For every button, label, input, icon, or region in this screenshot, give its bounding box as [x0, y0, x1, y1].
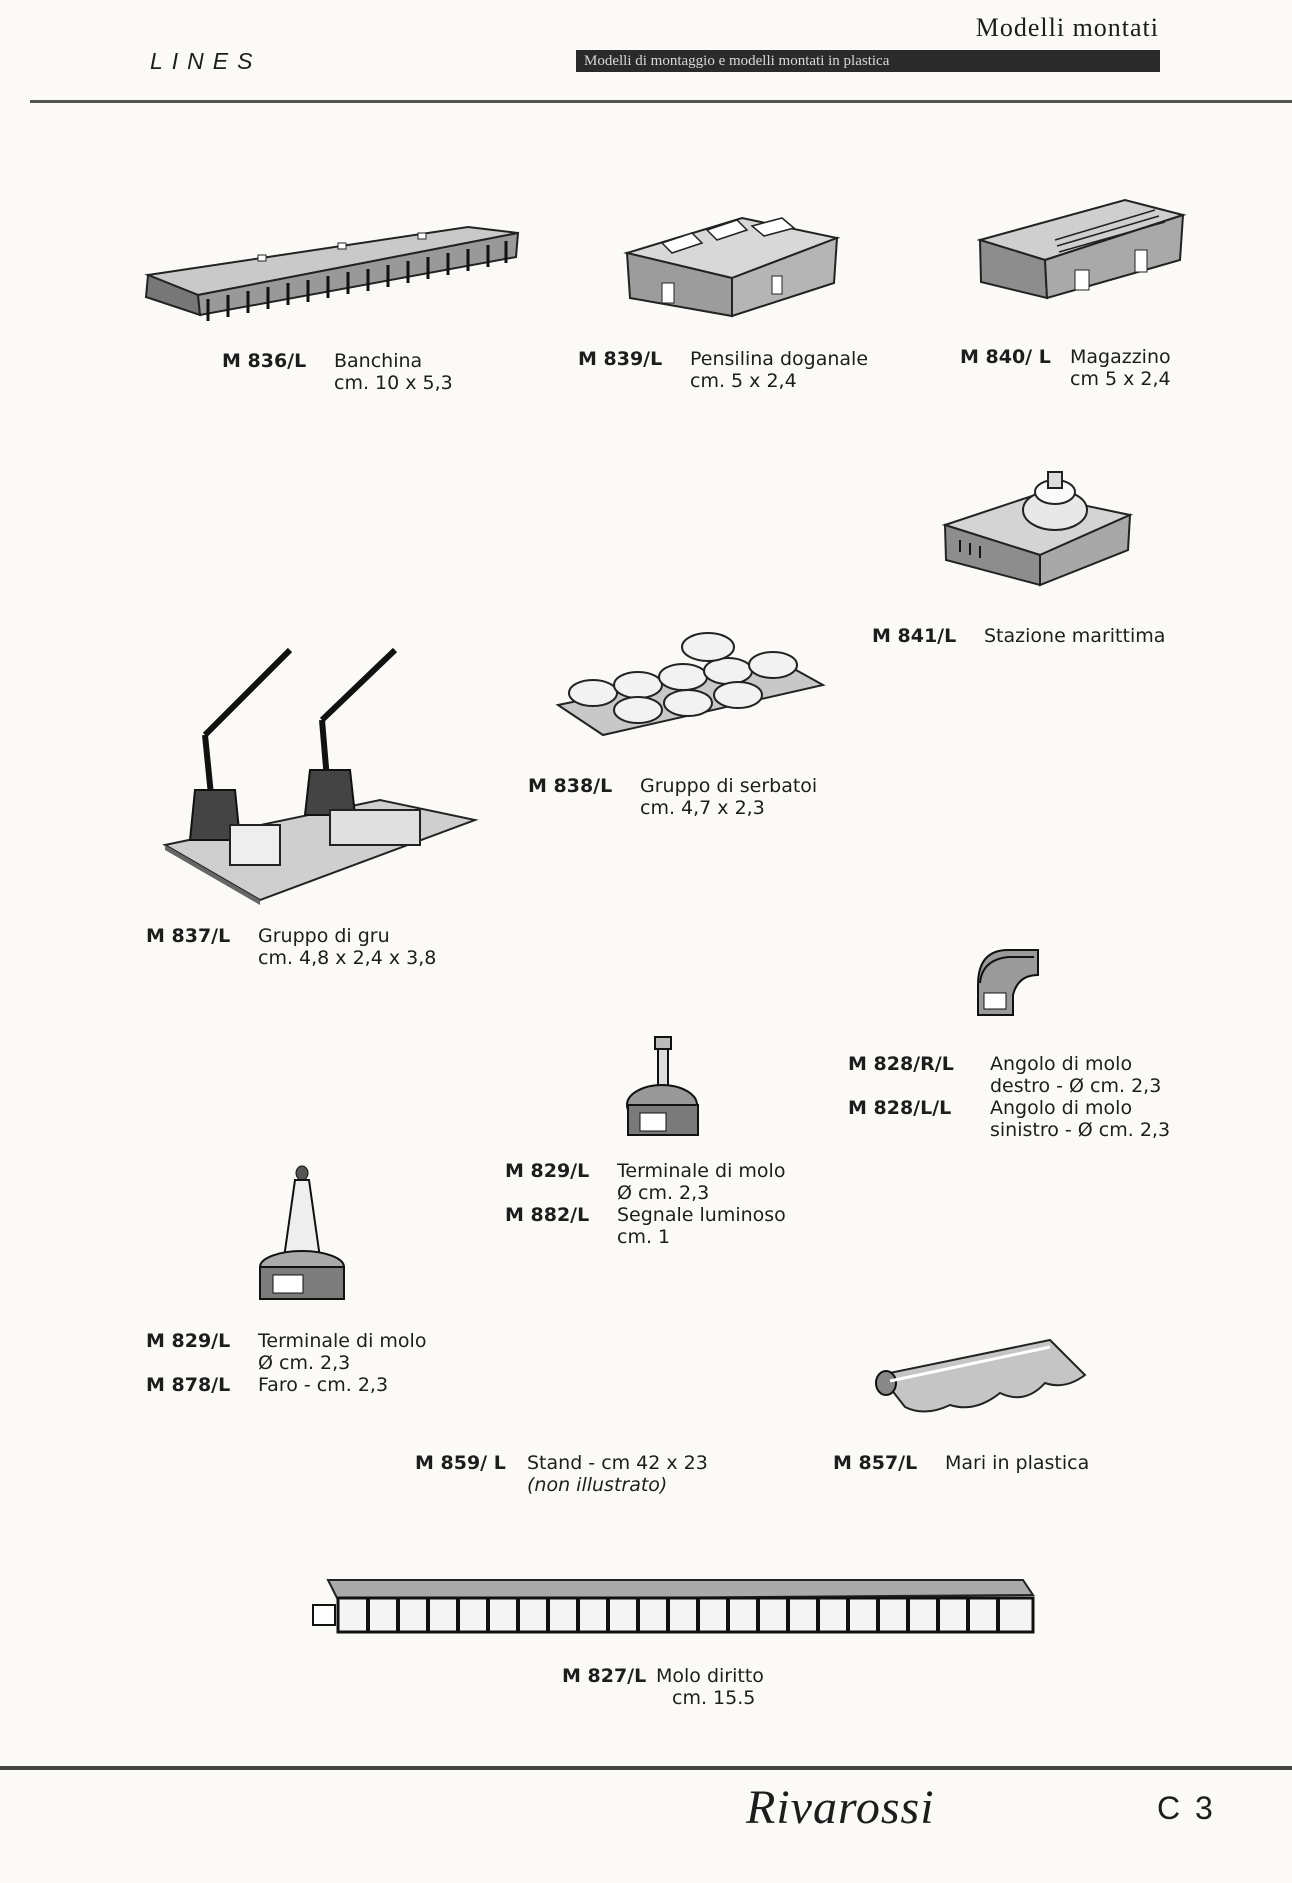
item-name: Stand - cm 42 x 23 — [527, 1452, 708, 1474]
item-name: Angolo di molo — [990, 1053, 1133, 1075]
header-banner: Modelli di montaggio e modelli montati in plastica — [576, 50, 1160, 72]
item-code: M 859/ L — [415, 1452, 506, 1474]
item-code: M 836/L — [222, 350, 307, 372]
angolo-molo-illustration — [968, 945, 1048, 1021]
item-code: M 878/L — [146, 1374, 231, 1396]
item-size: cm. 1 — [617, 1226, 671, 1248]
item-size: cm. 5 x 2,4 — [690, 370, 797, 392]
item-size: cm. 4,7 x 2,3 — [640, 797, 765, 819]
item-note: (non illustrato) — [527, 1474, 668, 1496]
item-name: Gruppo di gru — [258, 925, 390, 947]
item-size: cm. 10 x 5,3 — [334, 372, 453, 394]
item-code: M 838/L — [528, 775, 613, 797]
series-label: LINES — [150, 48, 262, 74]
item-code: M 827/L — [562, 1665, 647, 1687]
molo-diritto-illustration — [308, 1570, 1038, 1638]
item-name: Terminale di molo — [617, 1160, 786, 1182]
magazzino-illustration — [975, 190, 1187, 300]
item-name: Mari in plastica — [945, 1452, 1090, 1474]
item-size: cm 5 x 2,4 — [1070, 368, 1171, 390]
item-name: Pensilina doganale — [690, 348, 869, 370]
item-name: Terminale di molo — [258, 1330, 427, 1352]
mari-plastica-illustration — [870, 1335, 1090, 1415]
faro-illustration — [255, 1165, 355, 1305]
section-title: Modelli montati — [975, 13, 1159, 42]
item-code: M 837/L — [146, 925, 231, 947]
item-name: Segnale luminoso — [617, 1204, 786, 1226]
page-code: C 3 — [1157, 1790, 1216, 1826]
item-size: sinistro - Ø cm. 2,3 — [990, 1119, 1171, 1141]
gru-illustration — [160, 650, 480, 905]
item-size: destro - Ø cm. 2,3 — [990, 1075, 1162, 1097]
item-name: Faro - cm. 2,3 — [258, 1374, 389, 1396]
brand-logo: Rivarossi — [746, 1781, 935, 1834]
item-name: Banchina — [334, 350, 423, 372]
segnale-luminoso-illustration — [620, 1035, 705, 1145]
banchina-illustration — [138, 225, 523, 330]
item-name: Molo diritto — [656, 1665, 764, 1687]
item-name: Angolo di molo — [990, 1097, 1133, 1119]
item-size: cm. 4,8 x 2,4 x 3,8 — [258, 947, 437, 969]
item-code: M 839/L — [578, 348, 663, 370]
item-code: M 829/L — [146, 1330, 231, 1352]
item-code: M 882/L — [505, 1204, 590, 1226]
serbatoi-illustration — [548, 625, 828, 750]
item-code: M 828/L/L — [848, 1097, 952, 1119]
item-code: M 840/ L — [960, 346, 1051, 368]
item-name: Magazzino — [1070, 346, 1171, 368]
item-size: Ø cm. 2,3 — [258, 1352, 351, 1374]
item-name: Stazione marittima — [984, 625, 1166, 647]
footer-rule — [0, 1766, 1292, 1770]
header-rule — [30, 100, 1292, 103]
pensilina-illustration — [622, 198, 840, 318]
item-code: M 829/L — [505, 1160, 590, 1182]
stazione-marittima-illustration — [940, 470, 1135, 590]
item-size: cm. 15.5 — [672, 1687, 756, 1709]
item-code: M 857/L — [833, 1452, 918, 1474]
item-code: M 841/L — [872, 625, 957, 647]
item-code: M 828/R/L — [848, 1053, 954, 1075]
item-name: Gruppo di serbatoi — [640, 775, 818, 797]
item-size: Ø cm. 2,3 — [617, 1182, 710, 1204]
